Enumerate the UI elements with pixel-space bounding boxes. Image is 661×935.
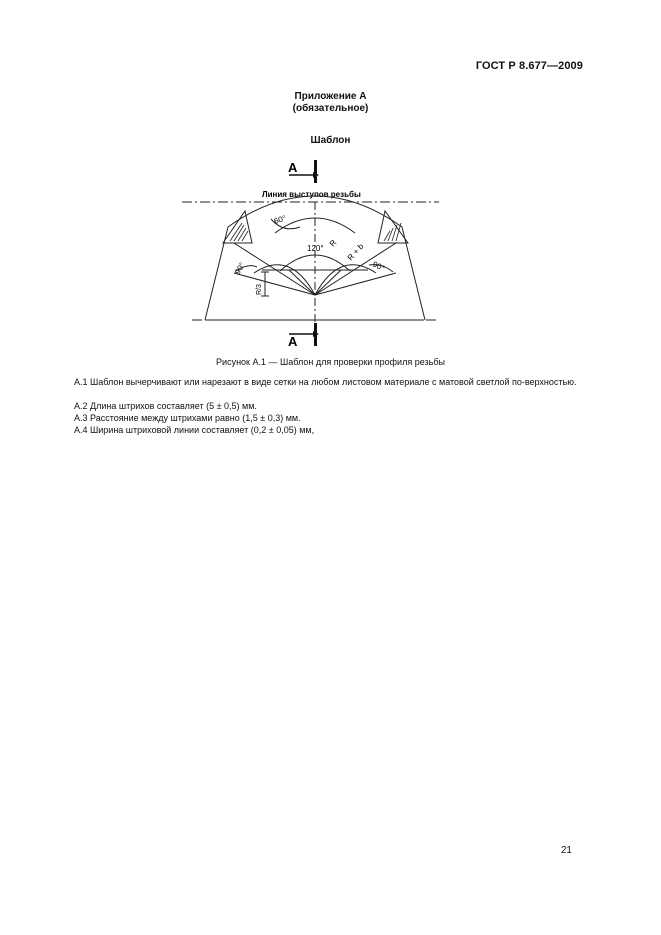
- section-mark-bottom: А: [288, 334, 298, 349]
- paragraph-a3: А.3 Расстояние между штрихами равно (1,5 ± 0,3) мм.: [74, 413, 301, 423]
- appendix-subtitle: (обязательное): [292, 103, 369, 114]
- radius-r-label: R: [327, 238, 339, 249]
- template-diagram: [170, 155, 470, 355]
- section-bar-bottom: [314, 323, 317, 346]
- template-figure: [170, 155, 470, 355]
- section-mark-top: А: [288, 160, 298, 175]
- angle-120-label: 120°: [307, 244, 324, 253]
- section-bar-top: [314, 160, 317, 183]
- angle-90-left-label: 90°: [232, 261, 247, 276]
- angle-90-right-label: 90°: [371, 259, 386, 273]
- page-number: 21: [560, 845, 572, 856]
- paragraph-a4: А.4 Ширина штриховой линии составляет (0,2 ± 0,05) мм,: [74, 425, 315, 435]
- radius-small-label: R/3: [256, 284, 263, 295]
- radius-rb-label: R + b: [345, 241, 366, 263]
- figure-caption: Рисунок А.1 — Шаблон для проверки профиля резьбы: [216, 357, 445, 367]
- right-radius-arc: [315, 265, 376, 295]
- left-flank-line: [234, 243, 315, 295]
- appendix-title: Приложение А: [294, 91, 367, 102]
- paragraph-a1: А.1 Шаблон вычерчивают или нарезают в виде сетки на любом листовом материале с матовой светлой по-верхностью.: [74, 377, 577, 387]
- top-line-label: Линия выступов резьбы: [262, 190, 361, 199]
- left-hatched-wedge: [223, 211, 252, 243]
- left-radius-arc: [254, 265, 315, 295]
- paragraph-a2: А.2 Длина штрихов составляет (5 ± 0,5) мм.: [74, 401, 257, 411]
- section-title: Шаблон: [310, 135, 351, 146]
- document-header-code: ГОСТ Р 8.677—2009: [475, 60, 583, 72]
- angle-60-label: 60°: [272, 213, 288, 226]
